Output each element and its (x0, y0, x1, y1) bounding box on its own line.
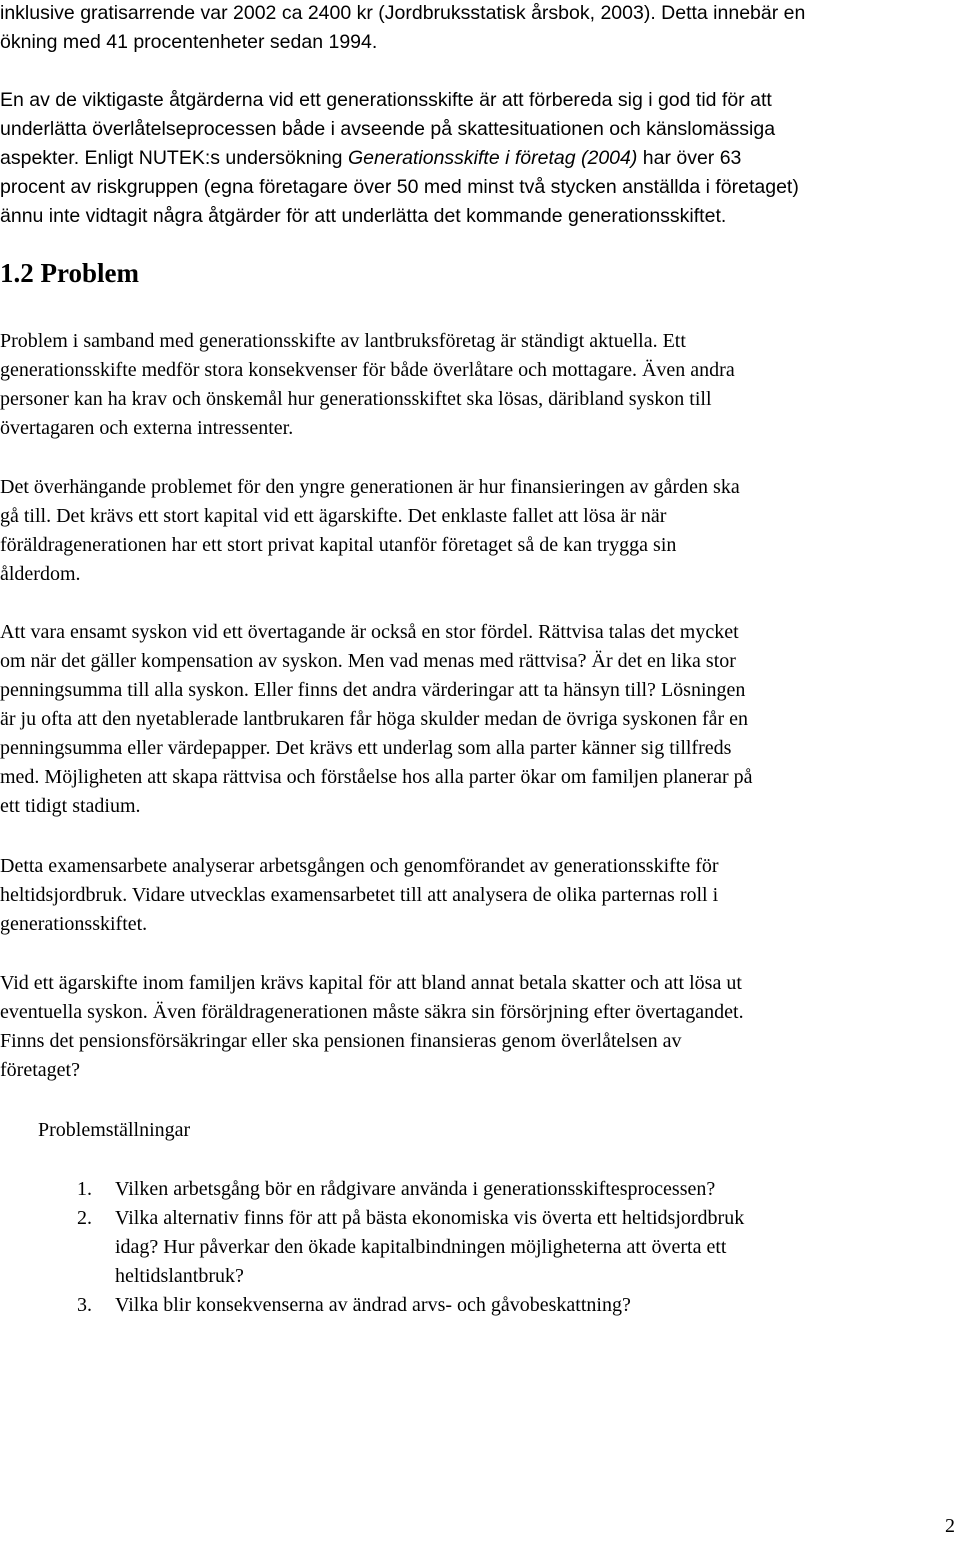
paragraph-line: Finns det pensionsförsäkringar eller ska pensionen finansieras genom överlåtelsen av (0, 1030, 682, 1052)
paragraph-line: eventuella syskon. Även föräldragenerationen måste säkra sin försörjning efter övertagandet. (0, 1001, 744, 1023)
paragraph-line: generationsskiftet. (0, 913, 148, 935)
paragraph-line: föräldragenerationen har ett stort privat kapital utanför företaget så de kan trygga sin (0, 534, 677, 556)
paragraph-line: ålderdom. (0, 563, 81, 585)
paragraph-line: om när det gäller kompensation av syskon. Men vad menas med rättvisa? Är det en lika stor (0, 650, 736, 672)
list-item-text: Vilka alternativ finns för att på bästa ekonomiska vis överta ett heltidsjordbruk (115, 1207, 745, 1229)
intro-line-with-citation (0, 144, 741, 173)
page-number: 2 (945, 1515, 955, 1537)
paragraph-line: personer kan ha krav och önskemål hur generationsskiftet ska lösas, däribland syskon till (0, 388, 712, 410)
list-number: 2. (77, 1207, 92, 1229)
intro-text: har över 63 (637, 147, 742, 169)
intro-line: En av de viktigaste åtgärderna vid ett generationsskifte är att förbereda sig i god tid för att (0, 89, 772, 111)
list-item-text: Vilka blir konsekvenserna av ändrad arvs- och gåvobeskattning? (115, 1294, 631, 1316)
paragraph-line: generationsskifte medför stora konsekvenser för både överlåtare och mottagare. Även andra (0, 359, 735, 381)
section-heading: 1.2 Problem (0, 258, 139, 288)
intro-line: inklusive gratisarrende var 2002 ca 2400 kr (Jordbruksstatisk årsbok, 2003). Detta innebär en (0, 2, 806, 24)
paragraph-line: Att vara ensamt syskon vid ett övertagande är också en stor fördel. Rättvisa talas det mycket (0, 621, 739, 643)
paragraph-line: företaget? (0, 1059, 80, 1081)
list-item-text: idag? Hur påverkar den ökade kapitalbindningen möjligheterna att överta ett (115, 1236, 727, 1258)
paragraph-line: Detta examensarbete analyserar arbetsgången och genomförandet av generationsskifte för (0, 855, 719, 877)
list-item-text: Vilken arbetsgång bör en rådgivare använda i generationsskiftesprocessen? (115, 1178, 716, 1200)
report-title-citation: Generationsskifte i företag (2004) (347, 147, 638, 169)
paragraph-line: Problem i samband med generationsskifte av lantbruksföretag är ständigt aktuella. Ett (0, 330, 686, 352)
paragraph-line: Det överhängande problemet för den yngre generationen är hur finansieringen av gården ska (0, 476, 740, 498)
paragraph-line: är ju ofta att den nyetablerade lantbrukaren får höga skulder medan de övriga syskonen får en (0, 708, 749, 730)
paragraph-line: penningsumma till alla syskon. Eller finns det andra värderingar att ta hänsyn till? Lösningen (0, 679, 746, 701)
paragraph-line: heltidsjordbruk. Vidare utvecklas examensarbetet till att analysera de olika parternas roll i (0, 884, 719, 906)
intro-line: underlätta överlåtelseprocessen både i avseende på skattesituationen och känslomässiga (0, 118, 776, 140)
paragraph-line: övertagaren och externa intressenter. (0, 417, 294, 439)
list-number: 3. (77, 1294, 92, 1316)
intro-line: ökning med 41 procentenheter sedan 1994. (0, 31, 378, 53)
paragraph-line: med. Möjligheten att skapa rättvisa och förståelse hos alla parter ökar om familjen planerar på (0, 766, 753, 788)
questions-heading: Problemställningar (38, 1119, 191, 1141)
intro-text: aspekter. Enligt NUTEK:s undersökning (0, 147, 348, 169)
paragraph-line: gå till. Det krävs ett stort kapital vid ett ägarskifte. Det enklaste fallet att lösa är när (0, 505, 667, 527)
paragraph-line: penningsumma eller värdepapper. Det krävs ett underlag som alla parter känner sig tillfreds (0, 737, 732, 759)
intro-line: ännu inte vidtagit några åtgärder för att underlätta det kommande generationsskiftet. (0, 205, 727, 227)
paragraph-line: ett tidigt stadium. (0, 795, 141, 817)
paragraph-line: Vid ett ägarskifte inom familjen krävs kapital för att bland annat betala skatter och att lösa ut (0, 972, 742, 994)
list-number: 1. (77, 1178, 92, 1200)
list-item-text: heltidslantbruk? (115, 1265, 244, 1287)
intro-line: procent av riskgruppen (egna företagare över 50 med minst två stycken anställda i företaget) (0, 176, 799, 198)
